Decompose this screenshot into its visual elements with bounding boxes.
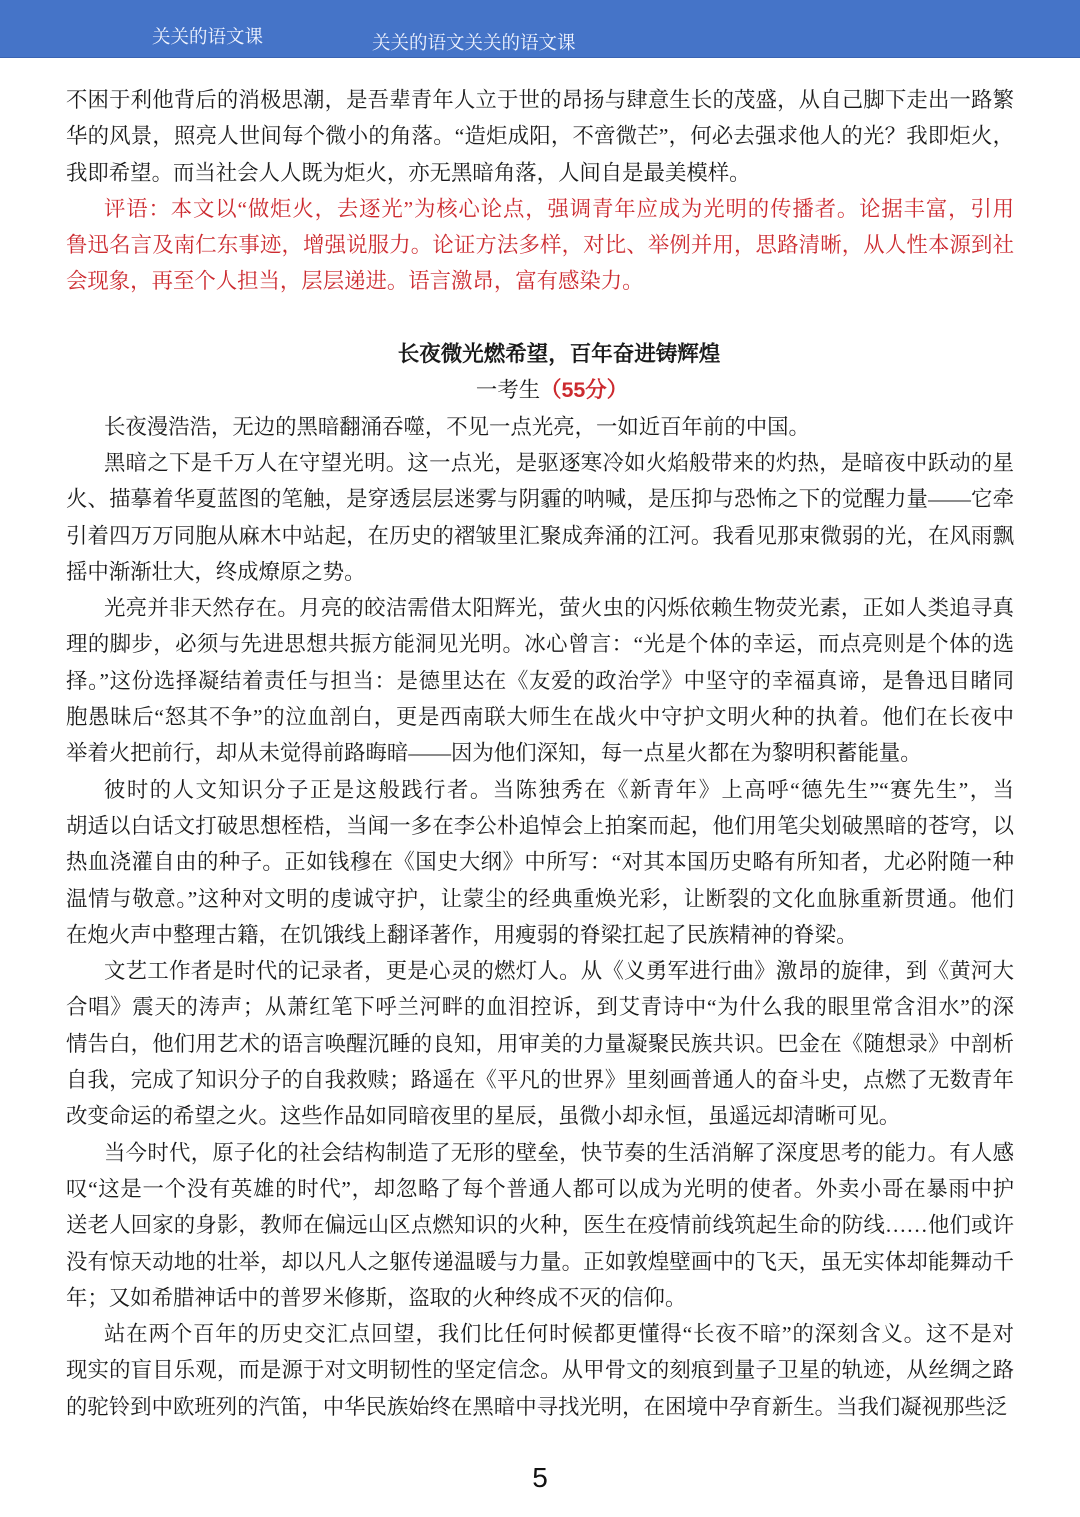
- text-line: 情告白，他们用艺术的语言唤醒沉睡的良知，用审美的力量凝聚民族共识。巴金在《随想录》中剖析: [66, 1031, 1014, 1056]
- text-line: 长夜漫浩浩，无边的黑暗翻涌吞噬，不见一点光亮，一如近百年前的中国。: [104, 414, 810, 439]
- text-line: 温情与敬意。”这种对文明的虔诚守护，让蒙尘的经典重焕光彩，让断裂的文化血脉重新贯通。他们: [66, 886, 1014, 911]
- text-line: 我即希望。而当社会人人既为炬火，亦无黑暗角落，人间自是最美模样。: [66, 160, 751, 185]
- text-line: 引着四万万同胞从麻木中站起，在历史的褶皱里汇聚成奔涌的江河。我看见那束微弱的光，在风雨飘: [66, 523, 1014, 548]
- byline-author: 一考生: [475, 378, 541, 403]
- text-line: 当今时代，原子化的社会结构制造了无形的壁垒，快节奏的生活消解了深度思考的能力。有人感: [104, 1140, 1014, 1165]
- essay-paragraph: [66, 590, 1014, 771]
- review-comment: [66, 191, 1014, 300]
- text-line: 光亮并非天然存在。月亮的皎洁需借太阳辉光，萤火虫的闪烁依赖生物荧光素，正如人类追寻真: [104, 596, 1014, 621]
- header-watermark-center: 关关的语文关关的语文课: [372, 34, 576, 54]
- text-line: 彼时的人文知识分子正是这般践行者。当陈独秀在《新青年》上高呼“德先生”“赛先生”，当: [104, 777, 1014, 802]
- text-line: 举着火把前行，却从未觉得前路晦暗——因为他们深知，每一点星火都在为黎明积蓄能量。: [66, 741, 922, 766]
- text-line: 在炮火声中整理古籍，在饥饿线上翻译著作，用瘦弱的脊梁扛起了民族精神的脊梁。: [66, 922, 858, 947]
- text-line: 年；又如希腊神话中的普罗米修斯，盗取的火种终成不灭的信仰。: [66, 1285, 687, 1310]
- section-spacer: [66, 300, 1014, 336]
- text-line: 鲁迅名言及南仁东事迹，增强说服力。论证方法多样，对比、举例并用，思路清晰，从人性本源到社: [66, 233, 1014, 258]
- essay-paragraph: [66, 953, 1014, 1134]
- header-bar: [0, 0, 1080, 58]
- intro-paragraph: [66, 82, 1014, 191]
- text-line: 合唱》震天的涛声；从萧红笔下呼兰河畔的血泪控诉，到艾青诗中“为什么我的眼里常含泪水”的深: [66, 995, 1014, 1020]
- text-line: 胡适以白话文打破思想桎梏，当闻一多在李公朴追悼会上拍案而起，他们用笔尖划破黑暗的苍穹，以: [66, 813, 1014, 838]
- text-line: 热血浇灌自由的种子。正如钱穆在《国史大纲》中所写：“对其本国历史略有所知者，尤必附随一种: [66, 850, 1014, 875]
- text-line: 不困于利他背后的消极思潮，是吾辈青年人立于世的昂扬与肆意生长的茂盛，从自己脚下走出一路繁: [66, 88, 1014, 112]
- text-line: 改变命运的希望之火。这些作品如同暗夜里的星辰，虽微小却永恒，虽遥远却清晰可见。: [66, 1104, 901, 1129]
- text-line: 火、描摹着华夏蓝图的笔触，是穿透层层迷雾与阴霾的呐喊，是压抑与恐怖之下的觉醒力量——它牵: [66, 487, 1014, 512]
- text-line: 评语：本文以“做炬火，去逐光”为核心论点，强调青年应成为光明的传播者。论据丰富，引用: [104, 196, 1014, 221]
- text-line: 现实的盲目乐观，而是源于对文明韧性的坚定信念。从甲骨文的刻痕到量子卫星的轨迹，从丝绸之路: [66, 1358, 1014, 1383]
- essay-title: 长夜微光燃希望，百年奋进铸辉煌: [397, 342, 721, 367]
- text-line: 没有惊天动地的壮举，却以凡人之躯传递温暖与力量。正如敦煌壁画中的飞天，虽无实体却能舞动千: [66, 1249, 1014, 1274]
- text-line: 摇中渐渐壮大，终成燎原之势。: [66, 559, 366, 584]
- text-line: 华的风景，照亮人世间每个微小的角落。“造炬成阳，不啻微芒”，何必去强求他人的光？我即炬火，: [66, 124, 1014, 149]
- text-line: 送老人回家的身影，教师在偏远山区点燃知识的火种，医生在疫情前线筑起生命的防线……他们或许: [66, 1213, 1014, 1238]
- essay-body: [66, 409, 1014, 1425]
- text-line: 的驼铃到中欧班列的汽笛，中华民族始终在黑暗中寻找光明，在困境中孕育新生。当我们凝视那些泛: [66, 1394, 1008, 1419]
- essay-paragraph: [66, 409, 1014, 445]
- text-line: 理的脚步，必须与先进思想共振方能洞见光明。冰心曾言：“光是个体的幸运，而点亮则是个体的选: [66, 632, 1014, 657]
- page-number: 5: [532, 1462, 548, 1493]
- header-watermark-left: 关关的语文课: [152, 28, 264, 48]
- essay-paragraph: [66, 1316, 1014, 1425]
- text-line: 文艺工作者是时代的记录者，更是心灵的燃灯人。从《义勇军进行曲》激昂的旋律，到《黄河大: [104, 959, 1014, 984]
- text-line: 黑暗之下是千万人在守望光明。这一点光，是驱逐寒冷如火焰般带来的灼热，是暗夜中跃动的星: [104, 450, 1014, 475]
- essay-paragraph: [66, 445, 1014, 590]
- document-body: [66, 82, 1014, 1425]
- text-line: 择。”这份选择凝结着责任与担当：是德里达在《友爱的政治学》中坚守的幸福真谛，是鲁迅目睹同: [66, 668, 1014, 693]
- text-line: 胞愚昧后“怒其不争”的泣血剖白，更是西南联大师生在战火中守护文明火种的执着。他们在长夜中: [66, 705, 1014, 730]
- essay-byline: [66, 372, 1014, 408]
- text-line: 站在两个百年的历史交汇点回望，我们比任何时候都更懂得“长夜不暗”的深刻含义。这不是对: [104, 1322, 1014, 1347]
- byline-score: （55分）: [540, 378, 629, 403]
- text-line: 会现象，再至个人担当，层层递进。语言激昂，富有感染力。: [66, 269, 644, 294]
- text-line: 自我，完成了知识分子的自我救赎；路遥在《平凡的世界》里刻画普通人的奋斗史，点燃了无数青年: [66, 1068, 1014, 1093]
- essay-paragraph: [66, 1135, 1014, 1316]
- essay-paragraph: [66, 772, 1014, 953]
- text-line: 叹“这是一个没有英雄的时代”，却忽略了每个普通人都可以成为光明的使者。外卖小哥在暴雨中护: [66, 1176, 1014, 1201]
